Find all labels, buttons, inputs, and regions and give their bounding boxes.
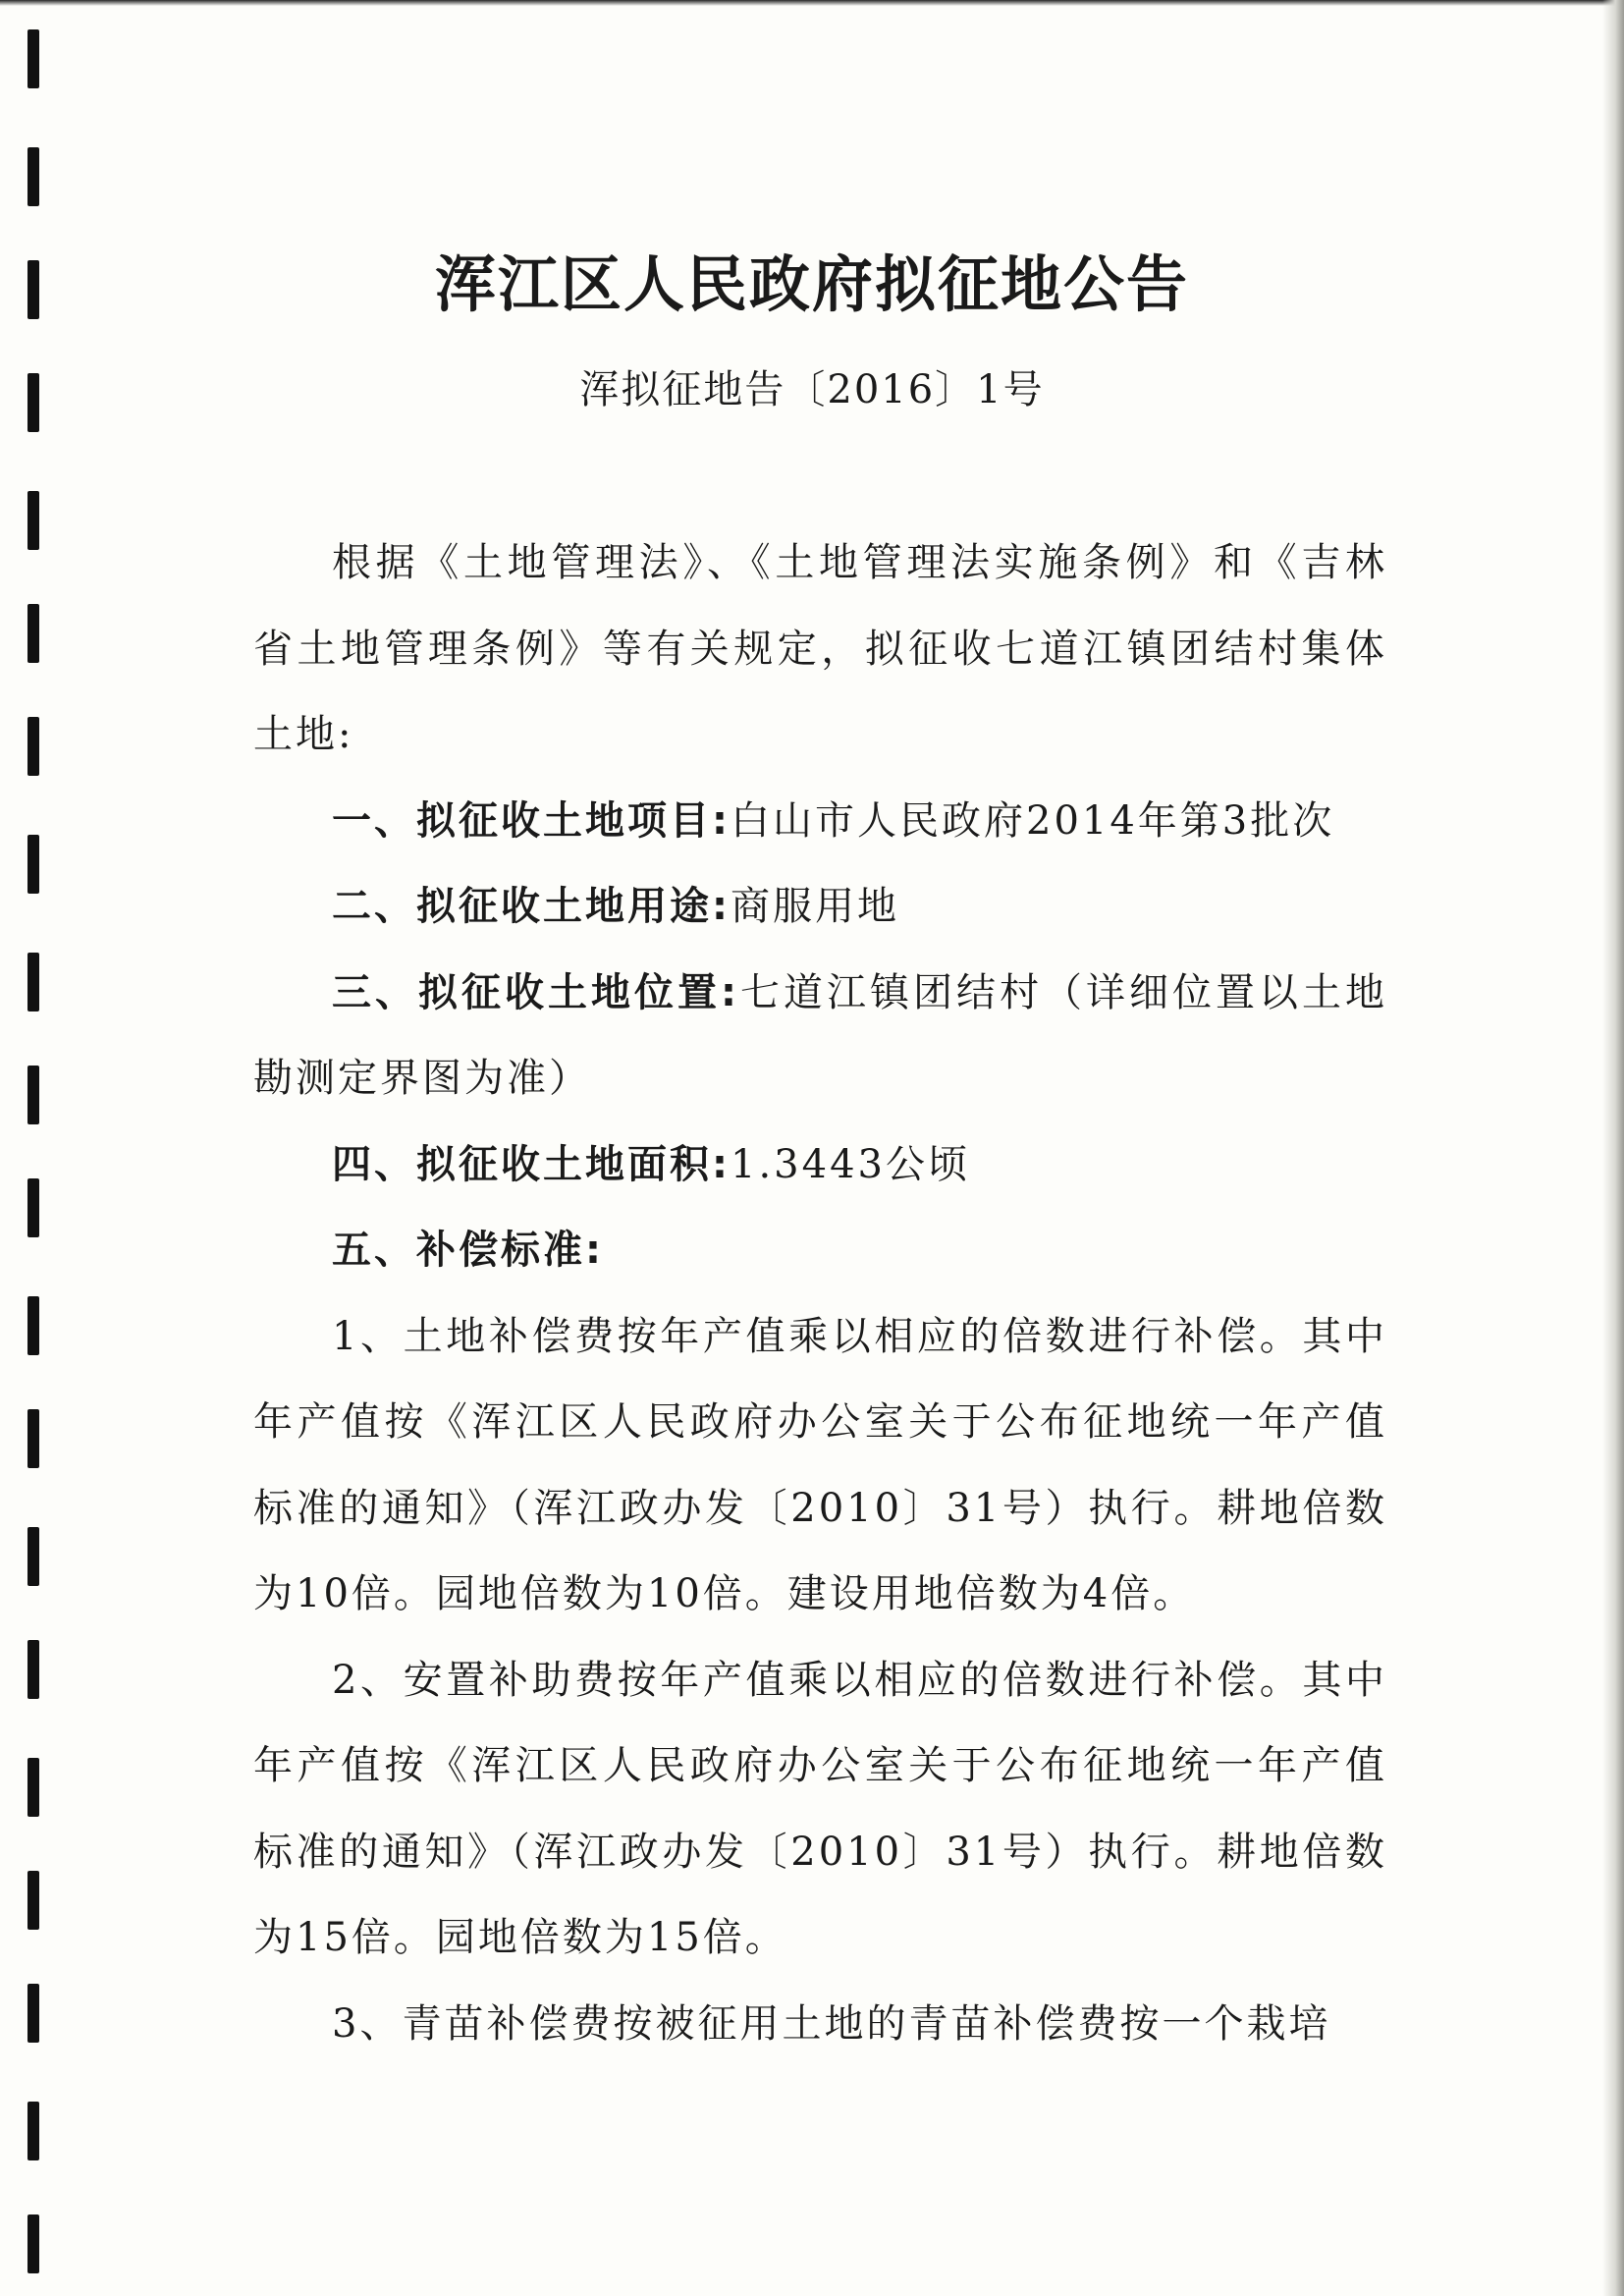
item-location [253, 951, 1387, 1122]
item-area [253, 1122, 1387, 1209]
item-text: 商服用地 [731, 884, 899, 929]
clause-crops: 3、青苗补偿费按被征用土地的青苗补偿费按一个栽培 [332, 2000, 1331, 2047]
item-usage [253, 864, 1387, 951]
item-heading: 三、拟征收土地位置: [332, 969, 739, 1015]
item-heading: 一、拟征收土地项目: [332, 797, 731, 844]
item-compensation [253, 1208, 1387, 1294]
item-project [253, 779, 1387, 865]
item-heading: 二、拟征收土地用途: [332, 884, 731, 929]
item-text: 七道江镇团结村（详细位置以土地勘测定界图为准） [253, 969, 1387, 1101]
intro-paragraph: 根据《土地管理法》、《土地管理法实施条例》和《吉林省土地管理条例》等有关规定，拟征收七道江镇团结村集体土地: [253, 540, 1387, 757]
document-number: 浑拟征地告〔2016〕1号 [579, 367, 1045, 412]
document-body [253, 520, 1387, 2067]
item-text: 白山市人民政府2014年第3批次 [731, 797, 1335, 844]
item-heading: 四、拟征收土地面积: [332, 1141, 731, 1187]
item-heading: 五、补偿标准: [332, 1228, 604, 1273]
clause-resettlement: 2、安置补助费按年产值乘以相应的倍数进行补偿。其中年产值按《浑江区人民政府办公室关于公布征地统一年产值标准的通知》（浑江政办发〔2010〕31号）执行。耕地倍数为15倍。园地倍数为15倍。 [253, 1657, 1387, 1960]
document-title: 浑江区人民政府拟征地公告 [434, 248, 1189, 320]
item-text: 1.3443公顷 [731, 1141, 970, 1187]
clause-land-compensation: 1、土地补偿费按年产值乘以相应的倍数进行补偿。其中年产值按《浑江区人民政府办公室关于公布征地统一年产值标准的通知》（浑江政办发〔2010〕31号）执行。耕地倍数为10倍。园地倍数为10倍。建设用地倍数为4倍。 [253, 1313, 1387, 1616]
